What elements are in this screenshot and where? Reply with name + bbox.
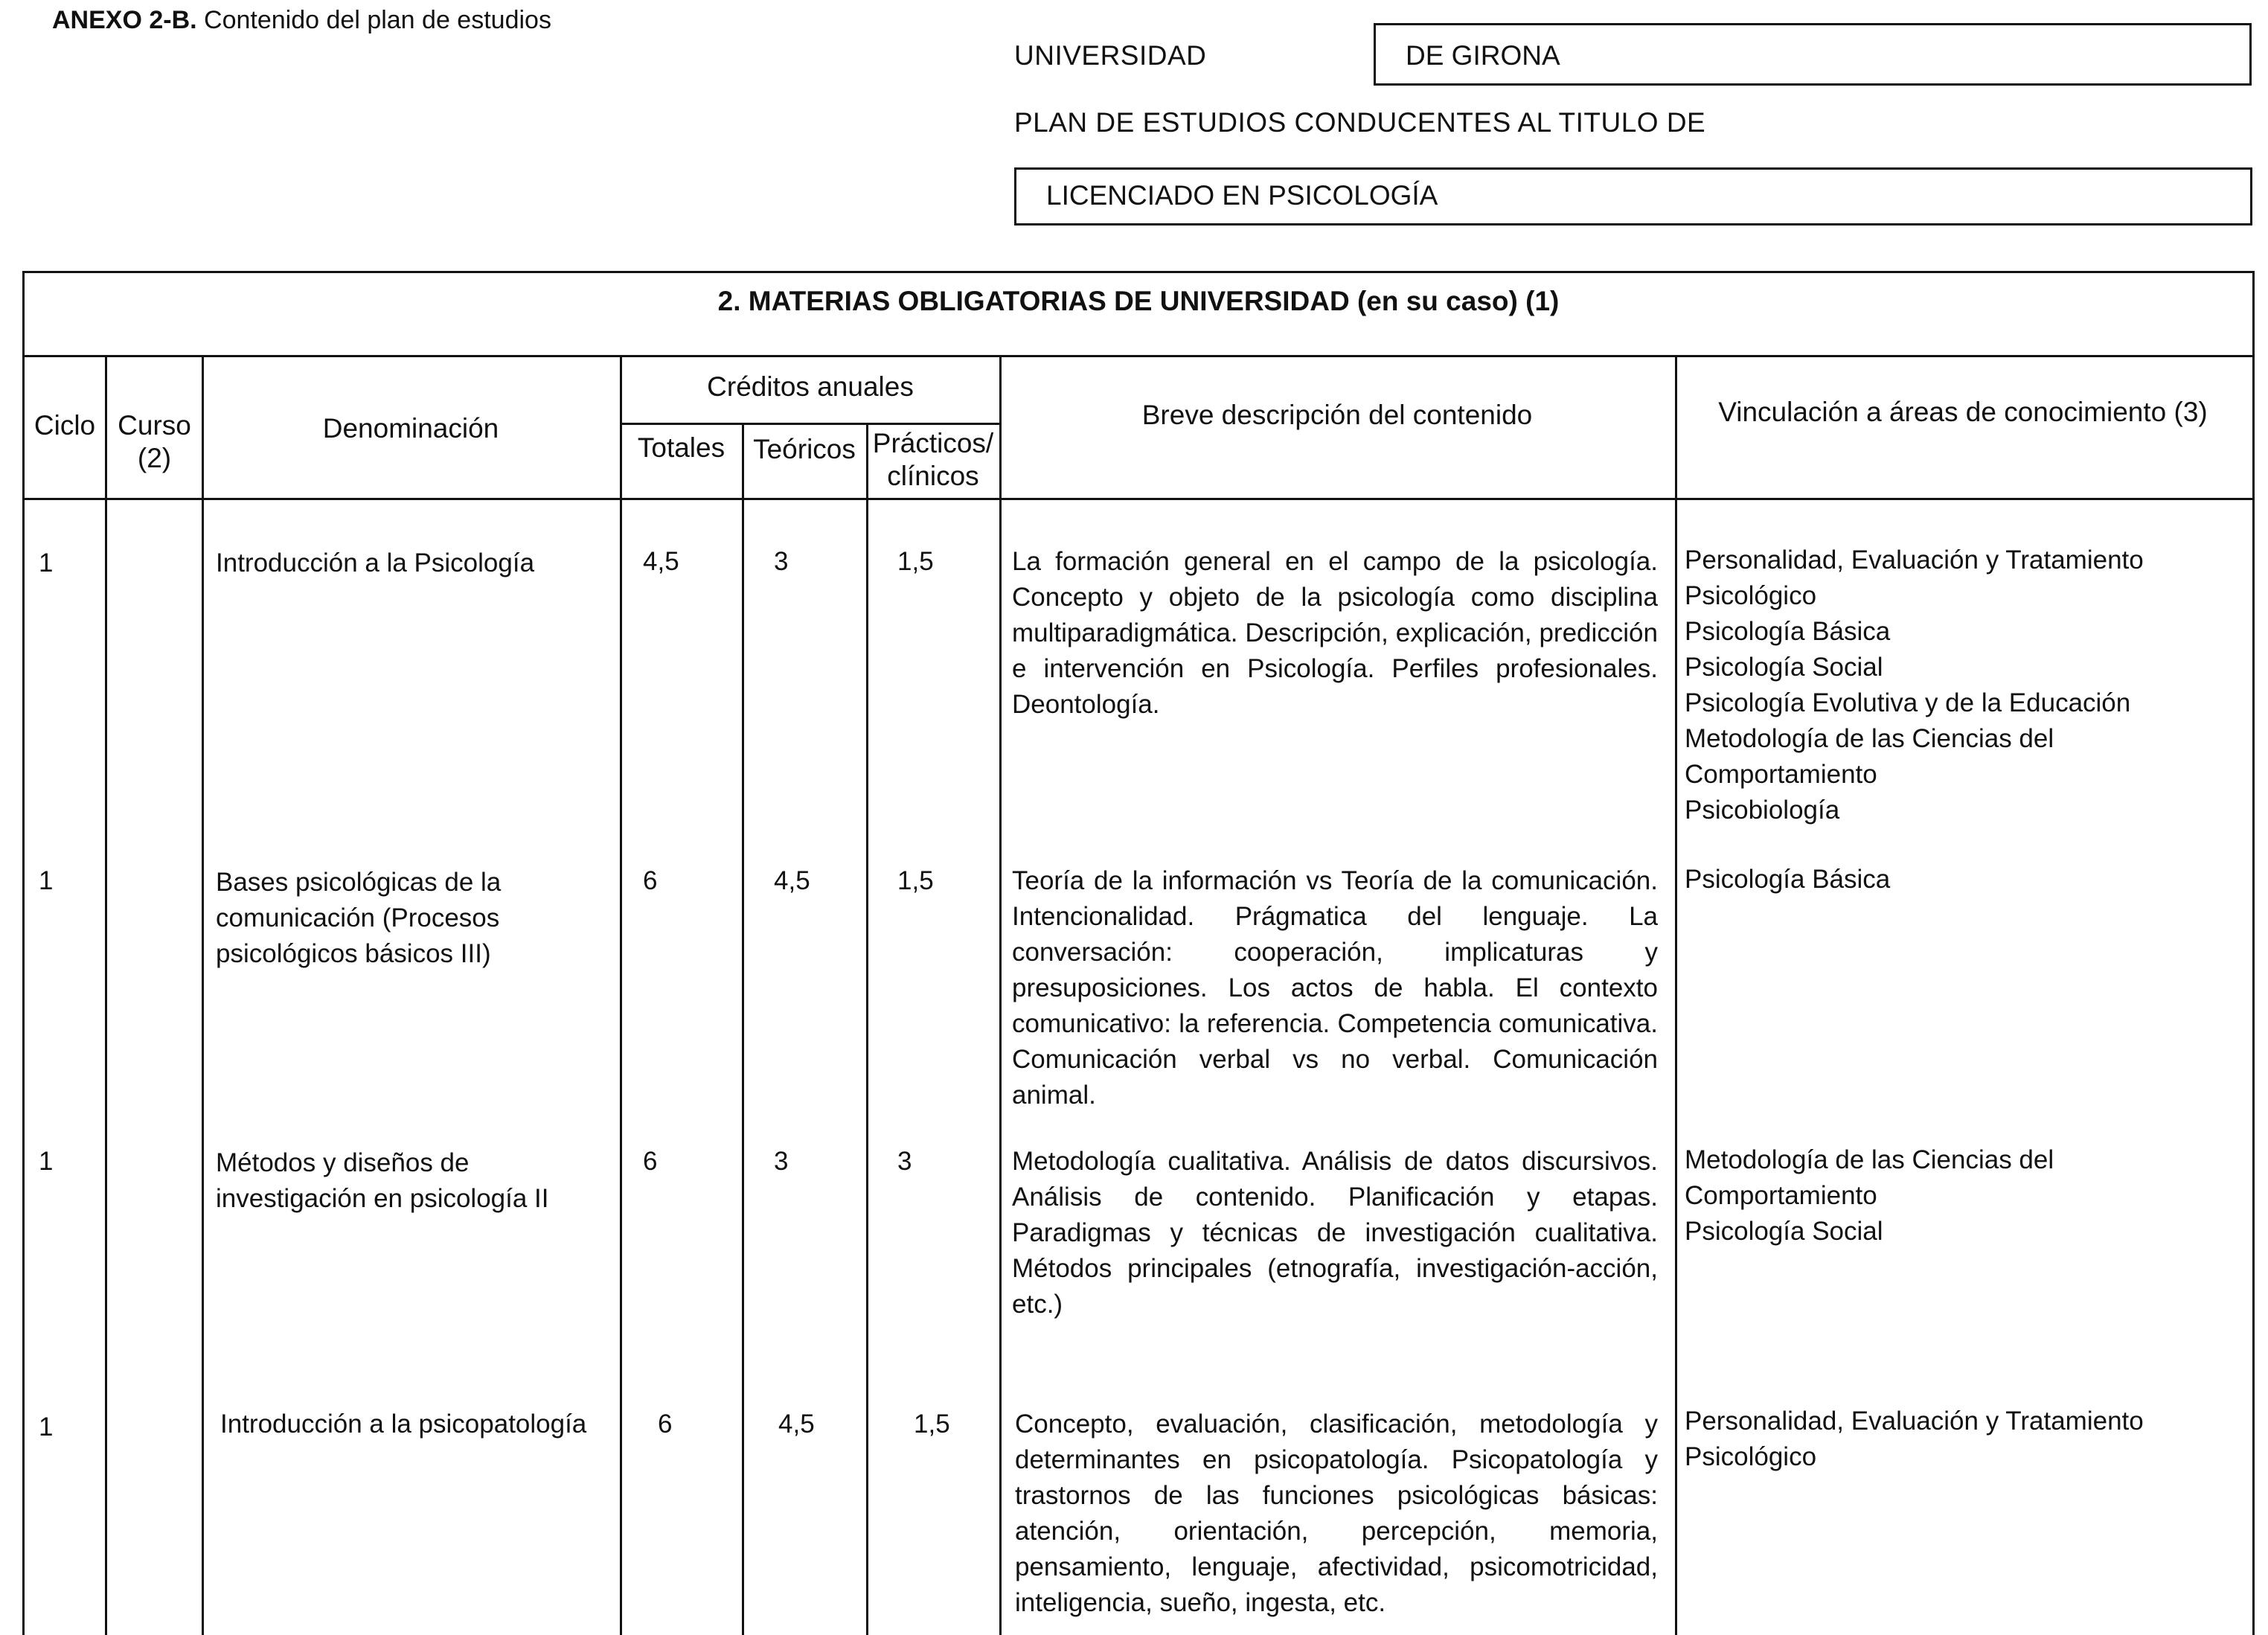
header-denominacion: Denominación (322, 413, 499, 444)
row1-ciclo: 1 (39, 548, 54, 577)
row1-practicos: 1,5 (897, 547, 934, 576)
annex-label: ANEXO 2-B. (52, 6, 197, 34)
row4-totales: 6 (658, 1410, 673, 1439)
row4-vinculacion: Personalidad, Evaluación y Tratamiento Psicológico (1685, 1407, 2144, 1471)
header-creditos-anuales: Créditos anuales (707, 371, 914, 402)
row3-ciclo: 1 (39, 1147, 54, 1176)
degree-plan-label: PLAN DE ESTUDIOS CONDUCENTES AL TITULO DE (1014, 107, 1706, 138)
row1-vinculacion: Personalidad, Evaluación y Tratamiento Psicológico Psicología Básica Psicología Social Psicología Evolutiva y de la Educación Metodología de las Ciencias del Comportamiento Psicobiología (1685, 545, 2144, 825)
row3-teoricos: 3 (774, 1147, 789, 1176)
col-divider-denominacion (620, 357, 622, 1635)
row1-totales: 4,5 (643, 547, 679, 576)
row1-denominacion: Introducción a la Psicología (216, 548, 535, 577)
title-separator (25, 355, 2252, 357)
header-teoricos: Teóricos (753, 434, 856, 464)
row3-denominacion: Métodos y diseños de investigación en psicología II (216, 1148, 549, 1213)
row3-descripcion: Metodología cualitativa. Análisis de datos discursivos. Análisis de contenido. Planificación y etapas. Paradigmas y técnicas de investigación cualitativa. Métodos principales (etnografía, investigación-acción, etc.) (1012, 1147, 1658, 1319)
header-vinculacion: Vinculación a áreas de conocimiento (3) (1718, 397, 2208, 427)
col-divider-creditos (999, 357, 1002, 1635)
credits-separator (621, 423, 999, 425)
row2-teoricos: 4,5 (774, 866, 810, 895)
col-divider-ciclo (105, 357, 107, 1635)
row2-practicos: 1,5 (897, 866, 934, 895)
col-divider-curso (202, 357, 204, 1635)
row4-descripcion: Concepto, evaluación, clasificación, metodología y determinantes en psicopatología. Psicopatología y trastornos de las funciones psicológicas básicas: atención, orientación, percepción, memoria, pensamiento, lenguaje, afectividad, psicomotricidad, inteligencia, sueño, ingesta, etc. (1015, 1410, 1658, 1617)
header-practicos: Prácticos/ clínicos (872, 428, 994, 491)
row3-vinculacion: Metodología de las Ciencias del Comportamiento Psicología Social (1685, 1145, 2054, 1246)
header-curso: Curso (2) (118, 410, 191, 473)
university-field (1374, 23, 2252, 86)
header-separator (25, 498, 2252, 500)
col-divider-descripcion (1675, 357, 1677, 1635)
annex-description: Contenido del plan de estudios (196, 6, 551, 34)
university-label: UNIVERSIDAD (1014, 40, 1207, 71)
header-totales: Totales (637, 432, 725, 463)
degree-title-field (1014, 167, 2252, 225)
row1-teoricos: 3 (774, 547, 789, 576)
row4-teoricos: 4,5 (778, 1410, 815, 1439)
row1-descripcion: La formación general en el campo de la psicología. Concepto y objeto de la psicología como disciplina multiparadigmática. Descripción, explicación, predicción e intervención en Psicología. Perfiles profesionales. Deontología. (1012, 547, 1658, 719)
table-title: 2. MATERIAS OBLIGATORIAS DE UNIVERSIDAD (en su caso) (1) (717, 286, 1560, 316)
row4-ciclo: 1 (39, 1412, 54, 1442)
row3-practicos: 3 (897, 1147, 912, 1176)
row4-denominacion: Introducción a la psicopatología (220, 1410, 587, 1439)
degree-title-value: LICENCIADO EN PSICOLOGÍA (1046, 180, 1438, 211)
row2-ciclo: 1 (39, 866, 54, 895)
row2-totales: 6 (643, 866, 658, 895)
col-divider-totales (742, 424, 744, 1635)
row3-totales: 6 (643, 1147, 658, 1176)
row2-denominacion: Bases psicológicas de la comunicación (Procesos psicológicos básicos III) (216, 868, 502, 968)
header-descripcion: Breve descripción del contenido (1141, 400, 1533, 430)
row4-practicos: 1,5 (914, 1410, 950, 1439)
row2-descripcion: Teoría de la información vs Teoría de la comunicación. Intencionalidad. Prágmatica del lenguaje. La conversación: cooperación, implicaturas y presuposiciones. Los actos de habla. El contexto comunicativo: la referencia. Competencia comunicativa. Comunicación verbal vs no verbal. Comunicación animal. (1012, 866, 1658, 1110)
annex-heading (52, 6, 551, 35)
university-value: DE GIRONA (1406, 40, 1560, 71)
col-divider-teoricos (866, 424, 868, 1635)
row2-vinculacion: Psicología Básica (1685, 865, 1891, 894)
header-ciclo: Ciclo (33, 410, 96, 441)
